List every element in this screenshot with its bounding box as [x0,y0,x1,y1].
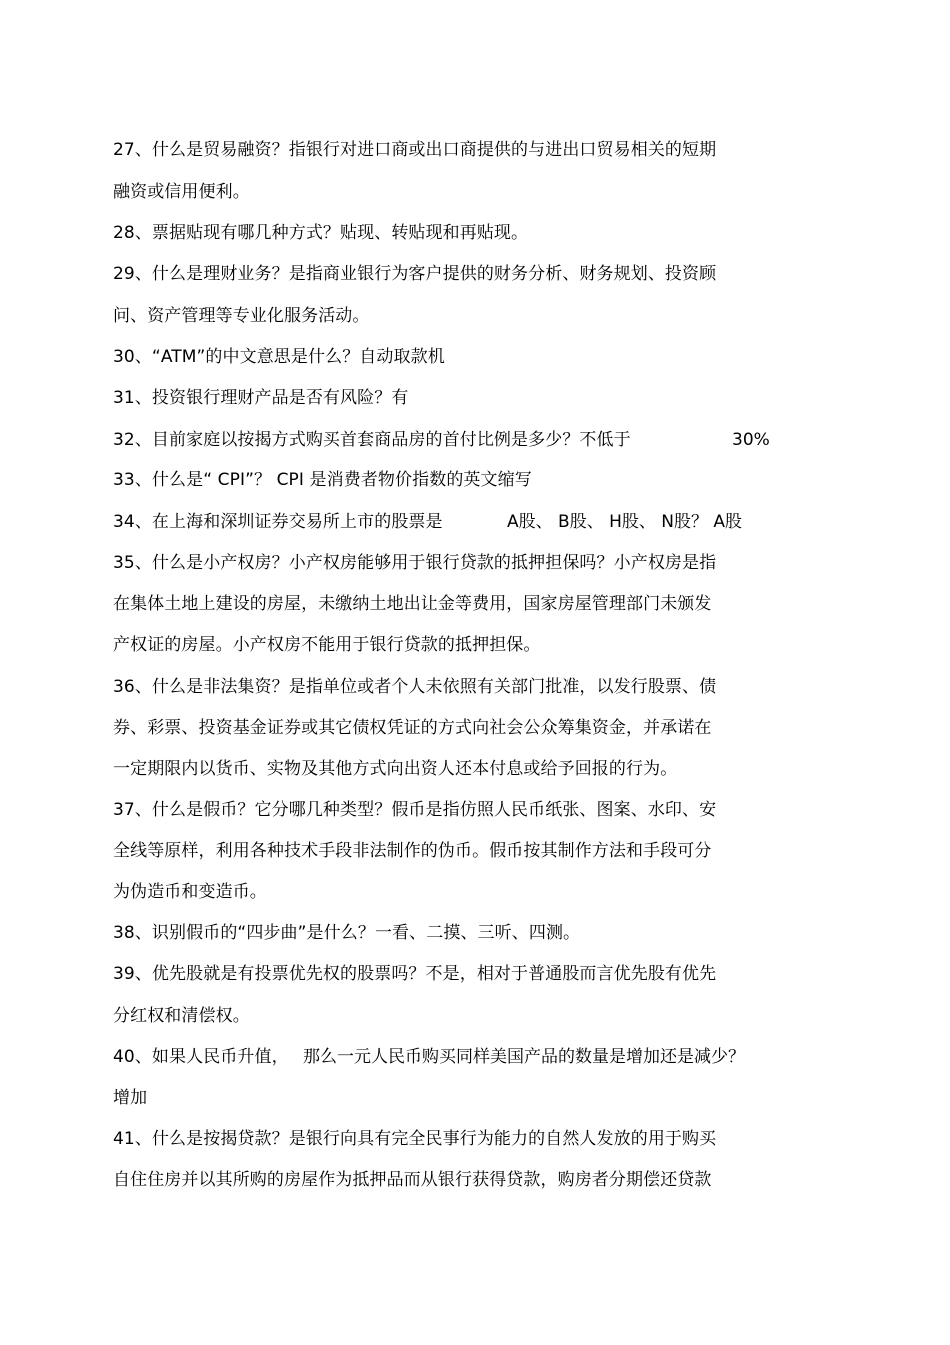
q31-line-1: 31、投资银行理财产品是否有风险？有 [113,388,409,408]
q34-line-1: 34、在上海和深圳证券交易所上市的股票是 [113,512,443,532]
q29-line-1: 29、什么是理财业务？是指商业银行为客户提供的财务分析、财务规划、投资顾 [113,264,717,284]
q35-line-1: 35、什么是小产权房？小产权房能够用于银行贷款的抵押担保吗？小产权房是指 [113,553,717,573]
q41-line-2: 自住住房并以其所购的房屋作为抵押品而从银行获得贷款，购房者分期偿还贷款 [113,1170,712,1190]
q41-line-1: 41、什么是按揭贷款？是银行向具有完全民事行为能力的自然人发放的用于购买 [113,1129,717,1149]
q29-line-2: 问、资产管理等专业化服务活动。 [113,306,370,326]
q37-line-2: 全线等原样，利用各种技术手段非法制作的伪币。假币按其制作方法和手段可分 [113,841,712,861]
q30-line-1: 30、“ATM”的中文意思是什么？自动取款机 [113,347,445,367]
q40-line-2: 增加 [113,1088,148,1108]
q28-line-1: 28、票据贴现有哪几种方式？贴现、转贴现和再贴现。 [113,223,529,243]
q36-line-3: 一定期限内以货币、实物及其他方式向出资人还本付息或给予回报的行为。 [113,759,678,779]
q39-line-1: 39、优先股就是有投票优先权的股票吗？不是，相对于普通股而言优先股有优先 [113,964,717,984]
q39-line-2: 分红权和清偿权。 [113,1006,250,1026]
q37-line-3: 为伪造币和变造币。 [113,882,267,902]
q40-line-1: 40、如果人民币升值， [113,1047,289,1067]
q33-line-1: 33、什么是“ CPI”？ CPI 是消费者物价指数的英文缩写 [113,470,532,490]
q27-line-1: 27、什么是贸易融资？指银行对进口商或出口商提供的与进出口贸易相关的短期 [113,140,717,160]
q37-line-1: 37、什么是假币？它分哪几种类型？假币是指仿照人民币纸张、图案、水印、安 [113,800,717,820]
q35-line-3: 产权证的房屋。小产权房不能用于银行贷款的抵押担保。 [113,635,541,655]
q35-line-2: 在集体土地上建设的房屋，未缴纳土地出让金等费用，国家房屋管理部门未颁发 [113,594,712,614]
q36-line-1: 36、什么是非法集资？是指单位或者个人未依照有关部门批准，以发行股票、债 [113,677,717,697]
q32-line-1: 32、目前家庭以按揭方式购买首套商品房的首付比例是多少？不低于 [113,430,631,450]
q27-line-2: 融资或信用便利。 [113,182,250,202]
q36-line-2: 券、彩票、投资基金证券或其它债权凭证的方式向社会公众筹集资金，并承诺在 [113,718,712,738]
q32-answer-value: 30% [732,430,770,450]
q34-answer-options: A股、 B股、 H股、 N股？ A股 [507,512,743,532]
q38-line-1: 38、识别假币的“四步曲”是什么？一看、二摸、三听、四测。 [113,923,581,943]
q40-line-1-rest: 那么一元人民币购买同样美国产品的数量是增加还是减少？ [303,1047,745,1067]
